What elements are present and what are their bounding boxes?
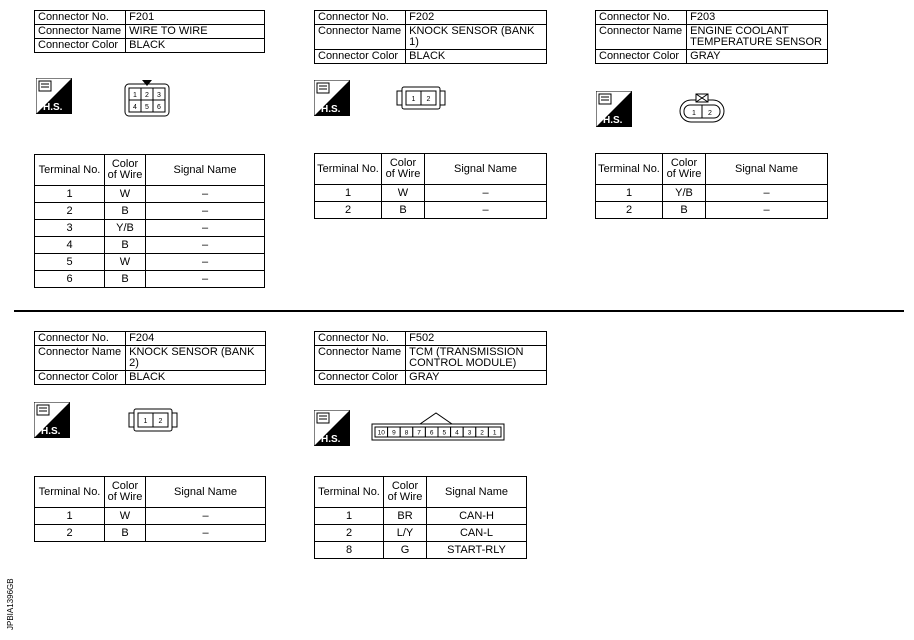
pin-label: 1: [143, 418, 148, 425]
connector-face-f204: [128, 408, 178, 434]
signal-name: –: [425, 185, 547, 202]
wire-color: BR: [384, 508, 427, 525]
terminal-table-f204: [34, 476, 266, 542]
table-row: [596, 185, 828, 202]
signal-name: –: [146, 237, 265, 254]
hs-label: H.S.: [321, 104, 341, 115]
table-row: [35, 237, 265, 254]
color-of-wire-header: Color of Wire: [105, 155, 146, 186]
terminal-no: 1: [315, 185, 382, 202]
terminal-no: 2: [315, 525, 384, 542]
table-row: [35, 203, 265, 220]
terminal-no: 1: [35, 508, 105, 525]
connector-name-value: KNOCK SENSOR (BANK 1): [406, 25, 547, 50]
pin-label: 2: [426, 96, 431, 103]
hs-label: H.S.: [321, 434, 341, 445]
wire-color: B: [105, 237, 146, 254]
signal-name-header: Signal Name: [146, 477, 266, 508]
pin-label: 2: [158, 418, 163, 425]
pin-label: 8: [404, 429, 409, 437]
connector-color-label: Connector Color: [35, 39, 126, 53]
pin-label: 1: [133, 92, 137, 99]
terminal-no: 5: [35, 254, 105, 271]
signal-name: –: [706, 185, 828, 202]
terminal-table-f203: [595, 153, 828, 219]
terminal-table-f201: [34, 154, 265, 288]
wire-color: B: [663, 202, 706, 219]
table-row: [315, 202, 547, 219]
wire-color: B: [105, 271, 146, 288]
terminal-no: 6: [35, 271, 105, 288]
pin-label: 5: [145, 104, 149, 111]
terminal-no-header: Terminal No.: [315, 154, 382, 185]
table-row: [35, 254, 265, 271]
wire-color: B: [382, 202, 425, 219]
connector-color-value: BLACK: [126, 39, 265, 53]
hs-label: H.S.: [603, 115, 623, 126]
wire-color: W: [105, 508, 146, 525]
terminal-no-header: Terminal No.: [35, 477, 105, 508]
connector-color-value: GRAY: [687, 50, 828, 64]
color-of-wire-header: Color of Wire: [663, 154, 706, 185]
terminal-no: 8: [315, 542, 384, 559]
pin-row: [375, 427, 501, 437]
pin-label: 2: [145, 92, 149, 99]
connector-name-value: KNOCK SENSOR (BANK 2): [126, 346, 266, 371]
wire-color: L/Y: [384, 525, 427, 542]
connector-color-value: BLACK: [126, 371, 266, 385]
connector-color-label: Connector Color: [315, 50, 406, 64]
connector-name-label: Connector Name: [35, 25, 126, 39]
connector-no-value: F202: [406, 11, 547, 25]
figure-code: JPBIA1396GB: [6, 578, 15, 630]
connector-face-f202: [396, 86, 446, 112]
connector-face-f502: [370, 410, 506, 442]
terminal-no-header: Terminal No.: [35, 155, 105, 186]
connector-name-value: TCM (TRANSMISSION CONTROL MODULE): [406, 346, 547, 371]
wire-color: B: [105, 203, 146, 220]
connector-color-value: GRAY: [406, 371, 547, 385]
connector-info-f202: [314, 10, 547, 64]
pin-label: 1: [411, 96, 416, 103]
pin-label: 2: [708, 110, 712, 117]
pin-label: 7: [417, 429, 421, 437]
signal-name: START-RLY: [427, 542, 527, 559]
terminal-no: 1: [35, 186, 105, 203]
table-row: [35, 508, 266, 525]
connector-name-label: Connector Name: [596, 25, 687, 50]
harness-side-icon: [596, 91, 632, 127]
section-divider: [14, 310, 904, 312]
signal-name: –: [706, 202, 828, 219]
pin-label: 4: [455, 429, 459, 437]
connector-name-label: Connector Name: [315, 25, 406, 50]
connector-color-label: Connector Color: [35, 371, 126, 385]
pin-label: 9: [392, 429, 396, 437]
terminal-no: 2: [35, 525, 105, 542]
connector-info-f204: [34, 331, 266, 385]
pin-label: 6: [429, 429, 434, 437]
terminal-no: 1: [315, 508, 384, 525]
terminal-no: 2: [315, 202, 382, 219]
terminal-no: 2: [596, 202, 663, 219]
wire-color: W: [105, 254, 146, 271]
signal-name-header: Signal Name: [146, 155, 265, 186]
table-row: [35, 271, 265, 288]
terminal-no: 3: [35, 220, 105, 237]
wire-color: W: [382, 185, 425, 202]
harness-side-icon: [36, 78, 72, 114]
connector-color-value: BLACK: [406, 50, 547, 64]
connector-no-label: Connector No.: [35, 332, 126, 346]
pin-label: 3: [157, 92, 161, 99]
pin-label: 2: [480, 429, 484, 437]
signal-name: –: [146, 508, 266, 525]
table-row: [35, 525, 266, 542]
signal-name: –: [146, 525, 266, 542]
color-of-wire-header: Color of Wire: [105, 477, 146, 508]
connector-face-f201: [122, 80, 172, 118]
table-row: [315, 525, 527, 542]
table-row: [35, 220, 265, 237]
signal-name-header: Signal Name: [706, 154, 828, 185]
pin-label: 10: [377, 429, 385, 437]
signal-name-header: Signal Name: [427, 477, 527, 508]
terminal-no: 4: [35, 237, 105, 254]
hs-label: H.S.: [43, 102, 63, 113]
connector-color-label: Connector Color: [315, 371, 406, 385]
connector-no-label: Connector No.: [596, 11, 687, 25]
terminal-no: 1: [596, 185, 663, 202]
signal-name: –: [146, 186, 265, 203]
terminal-no: 2: [35, 203, 105, 220]
wire-color: Y/B: [663, 185, 706, 202]
connector-name-label: Connector Name: [35, 346, 126, 371]
connector-info-f502: [314, 331, 547, 385]
wire-color: B: [105, 525, 146, 542]
wire-color: W: [105, 186, 146, 203]
connector-name-label: Connector Name: [315, 346, 406, 371]
signal-name: –: [146, 203, 265, 220]
terminal-table-f202: [314, 153, 547, 219]
table-row: [315, 508, 527, 525]
pin-label: 4: [133, 104, 137, 111]
signal-name: –: [146, 254, 265, 271]
signal-name: CAN-L: [427, 525, 527, 542]
terminal-no-header: Terminal No.: [596, 154, 663, 185]
connector-no-label: Connector No.: [315, 332, 406, 346]
pin-label: 5: [442, 429, 447, 437]
wire-color: Y/B: [105, 220, 146, 237]
color-of-wire-header: Color of Wire: [384, 477, 427, 508]
table-row: [596, 202, 828, 219]
hs-label: H.S.: [41, 426, 61, 437]
harness-side-icon: [34, 402, 70, 438]
signal-name: –: [146, 220, 265, 237]
terminal-no-header: Terminal No.: [315, 477, 384, 508]
pin-label: 1: [692, 110, 696, 117]
color-of-wire-header: Color of Wire: [382, 154, 425, 185]
wire-color: G: [384, 542, 427, 559]
terminal-table-f502: [314, 476, 527, 559]
signal-name: –: [425, 202, 547, 219]
connector-face-f203: [678, 92, 726, 124]
connector-no-label: Connector No.: [315, 11, 406, 25]
table-row: [35, 186, 265, 203]
signal-name: CAN-H: [427, 508, 527, 525]
harness-side-icon: [314, 80, 350, 116]
connector-name-value: WIRE TO WIRE: [126, 25, 265, 39]
harness-side-icon: [314, 410, 350, 446]
connector-no-value: F502: [406, 332, 547, 346]
connector-no-value: F203: [687, 11, 828, 25]
pin-label: 1: [492, 429, 497, 437]
table-row: [315, 185, 547, 202]
connector-info-f201: [34, 10, 265, 53]
connector-no-label: Connector No.: [35, 11, 126, 25]
pin-label: 6: [157, 104, 161, 111]
pin-label: 3: [467, 429, 472, 437]
connector-no-value: F201: [126, 11, 265, 25]
signal-name: –: [146, 271, 265, 288]
connector-info-f203: [595, 10, 828, 64]
table-row: [315, 542, 527, 559]
connector-no-value: F204: [126, 332, 266, 346]
connector-name-value: ENGINE COOLANT TEMPERATURE SENSOR: [687, 25, 828, 50]
connector-color-label: Connector Color: [596, 50, 687, 64]
signal-name-header: Signal Name: [425, 154, 547, 185]
